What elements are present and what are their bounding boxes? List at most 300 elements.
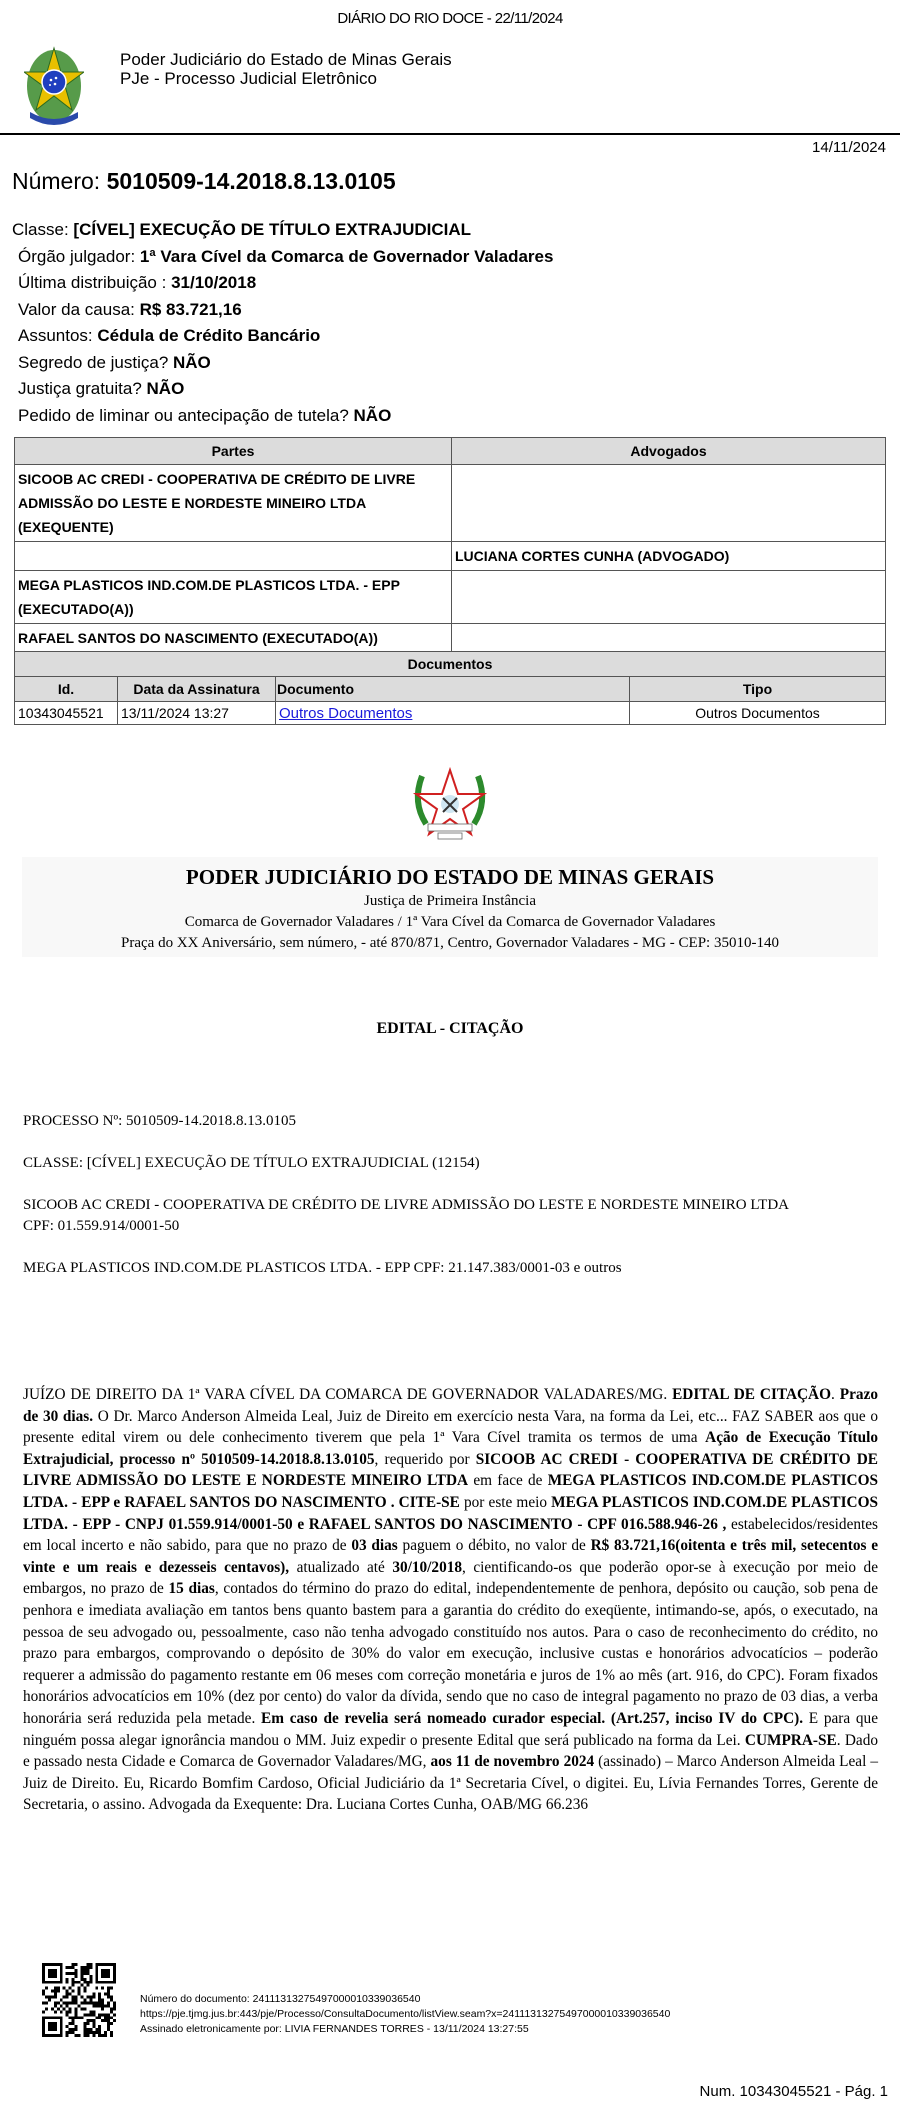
- body-bold-run: aos 11 de novembro 2024: [430, 1753, 595, 1771]
- qr-module: [89, 1966, 92, 1969]
- qr-module: [78, 2034, 81, 2037]
- signed-by: Assinado eletronicamente por: LIVIA FERNANDES TORRES - 13/11/2024 13:27:55: [140, 2023, 529, 2035]
- body-bold-run: R$ 83.721,16(oitenta e três mil, setecentos e vinte e um reais e dezesseis centavos),: [23, 1537, 878, 1576]
- qr-module: [66, 1990, 69, 1993]
- qr-module: [66, 2031, 69, 2034]
- qr-module: [101, 2019, 104, 2022]
- qr-module: [113, 2013, 116, 2016]
- body-bold-run: 03 dias: [351, 1537, 398, 1555]
- parte-cell: SICOOB AC CREDI - COOPERATIVA DE CRÉDITO DE LIVRE ADMISSÃO DO LESTE E NORDESTE MINEIRO LTDA (EXEQUENTE): [15, 465, 452, 542]
- body-text-run: em face de: [468, 1472, 548, 1490]
- document-number: Número do documento: 24111313275497000010339036540: [140, 1993, 421, 2005]
- qr-module: [57, 1990, 60, 1993]
- qr-module: [69, 2016, 72, 2019]
- document-link[interactable]: Outros Documentos: [279, 704, 413, 722]
- qr-module: [89, 1975, 92, 1978]
- exequente-cpf: CPF: 01.559.914/0001-50: [23, 1218, 180, 1234]
- qr-module: [107, 1990, 110, 1993]
- qr-module: [113, 2007, 116, 2010]
- qr-module: [72, 1996, 75, 1999]
- qr-module: [66, 2010, 69, 2013]
- edital-processo: PROCESSO Nº: 5010509-14.2018.8.13.0105: [23, 1113, 297, 1129]
- table-row: [15, 542, 886, 571]
- qr-module: [45, 1987, 48, 1990]
- qr-module: [54, 2004, 57, 2007]
- qr-module: [98, 2028, 101, 2031]
- qr-module: [66, 2001, 69, 2004]
- qr-module: [63, 2001, 66, 2004]
- brazil-coat-of-arms-icon: [24, 42, 84, 130]
- process-number-label: Número:: [12, 168, 107, 194]
- qr-module: [60, 2004, 63, 2007]
- qr-module: [75, 2010, 78, 2013]
- qr-module: [83, 2031, 86, 2034]
- qr-module: [104, 2016, 107, 2019]
- qr-module: [75, 1972, 78, 1975]
- qr-module: [83, 1999, 86, 2002]
- qr-module: [83, 2022, 86, 2025]
- qr-module: [104, 1993, 107, 1996]
- qr-module: [75, 2001, 78, 2004]
- body-bold-run: Ação de Execução Título Extrajudicial, processo nº 5010509-14.2018.8.13.0105: [23, 1429, 878, 1468]
- qr-module: [72, 1963, 75, 1966]
- qr-module: [110, 1996, 113, 1999]
- table-row: [15, 465, 886, 542]
- qr-module: [66, 1993, 69, 1996]
- qr-module: [54, 1987, 57, 1990]
- qr-module: [75, 1975, 78, 1978]
- qr-module: [107, 1996, 110, 1999]
- body-bold-run: MEGA PLASTICOS IND.COM.DE PLASTICOS LTDA. - EPP e RAFAEL SANTOS DO NASCIMENTO . CITE-SE: [23, 1472, 878, 1511]
- qr-module: [92, 2013, 95, 2016]
- qr-module: [92, 1996, 95, 1999]
- partes-table: [14, 437, 886, 653]
- qr-module: [86, 2028, 89, 2031]
- edital-title: EDITAL - CITAÇÃO: [376, 1020, 524, 1037]
- qr-module: [45, 2001, 48, 2004]
- qr-module: [80, 2001, 83, 2004]
- qr-module: [66, 1972, 69, 1975]
- qr-module: [98, 2004, 101, 2007]
- column-header-partes: Partes: [15, 438, 452, 465]
- qr-module: [98, 1999, 101, 2002]
- table-row: [15, 624, 886, 653]
- qr-module: [80, 1978, 83, 1981]
- qr-module: [89, 2019, 92, 2022]
- qr-module: [101, 2007, 104, 2010]
- body-text-run: JUÍZO DE DIREITO DA 1ª VARA CÍVEL DA COMARCA DE GOVERNADOR VALADARES/MG.: [23, 1386, 673, 1403]
- meta-assuntos: Assuntos: Cédula de Crédito Bancário: [18, 326, 321, 345]
- qr-module: [75, 1996, 78, 1999]
- parte-cell: MEGA PLASTICOS IND.COM.DE PLASTICOS LTDA. - EPP (EXECUTADO(A)): [15, 571, 452, 624]
- body-text-run: estabelecidos/residentes em local incerto e não sabido, para que no prazo de: [23, 1515, 878, 1555]
- qr-module: [86, 1966, 89, 1969]
- qr-module: [92, 2022, 95, 2025]
- qr-module: [69, 1987, 72, 1990]
- qr-module: [72, 2028, 75, 2031]
- qr-module: [104, 2031, 107, 2034]
- qr-module: [101, 1987, 104, 1990]
- qr-module: [66, 2004, 69, 2007]
- qr-module: [57, 1987, 60, 1990]
- qr-module: [75, 2025, 78, 2028]
- qr-module: [98, 2001, 101, 2004]
- meta-orgao: Órgão julgador: 1ª Vara Cível da Comarca de Governador Valadares: [18, 246, 554, 266]
- qr-module: [107, 2016, 110, 2019]
- qr-module: [104, 2004, 107, 2007]
- table-row: [15, 702, 886, 725]
- process-number-value: 5010509-14.2018.8.13.0105: [106, 168, 396, 194]
- meta-liminar: Pedido de liminar ou antecipação de tutela? NÃO: [18, 405, 392, 425]
- meta-gratuita: Justiça gratuita? NÃO: [18, 379, 185, 398]
- process-metadata: [12, 217, 553, 429]
- qr-module: [101, 1999, 104, 2002]
- qr-module: [80, 2007, 83, 2010]
- qr-module: [98, 2034, 101, 2037]
- qr-module: [72, 1978, 75, 1981]
- qr-module: [75, 1981, 78, 1984]
- print-date: 14/11/2024: [812, 139, 886, 156]
- qr-module: [42, 2010, 45, 2013]
- qr-module: [92, 2004, 95, 2007]
- doc-tipo: Outros Documentos: [630, 702, 886, 725]
- qr-module: [92, 2019, 95, 2022]
- qr-module: [78, 1990, 81, 1993]
- advogado-cell: [452, 624, 886, 653]
- qr-module: [101, 1969, 110, 1978]
- qr-module: [95, 1987, 98, 1990]
- qr-module: [80, 1996, 83, 1999]
- qr-module: [69, 2001, 72, 2004]
- qr-module: [72, 1984, 75, 1987]
- process-number: [12, 168, 396, 195]
- qr-module: [75, 2016, 78, 2019]
- qr-module: [83, 1990, 86, 1993]
- qr-module: [86, 2034, 89, 2037]
- qr-module: [66, 2013, 69, 2016]
- body-bold-run: Prazo de 30 dias.: [23, 1386, 879, 1425]
- body-text-run: , cientificando-os que poderão opor-se à execução por meio de embargos, no prazo de: [23, 1558, 878, 1598]
- column-header-id: Id.: [15, 677, 118, 702]
- qr-module: [60, 2010, 63, 2013]
- qr-module: [80, 1972, 83, 1975]
- qr-module: [83, 1987, 86, 1990]
- qr-module: [101, 2013, 104, 2016]
- qr-module: [101, 2001, 104, 2004]
- qr-module: [75, 2034, 78, 2037]
- qr-module: [95, 2016, 98, 2019]
- body-bold-run: 30/10/2018: [392, 1558, 463, 1576]
- column-header-advogados: Advogados: [452, 438, 886, 465]
- body-text-run: . Dado e passado nesta Cidade e Comarca de Governador Valadares/MG,: [23, 1731, 878, 1771]
- meta-valor: Valor da causa: R$ 83.721,16: [18, 299, 242, 319]
- qr-module: [113, 2019, 116, 2022]
- advogado-cell: [452, 465, 886, 542]
- qr-module: [83, 2028, 86, 2031]
- qr-module: [110, 2016, 113, 2019]
- qr-module: [63, 1987, 66, 1990]
- qr-module: [66, 2034, 69, 2037]
- qr-module: [69, 1972, 72, 1975]
- qr-module: [78, 2004, 81, 2007]
- qr-module: [63, 2007, 66, 2010]
- qr-module: [80, 1984, 83, 1987]
- qr-module: [89, 2001, 92, 2004]
- qr-module: [75, 2013, 78, 2016]
- qr-module: [110, 2031, 113, 2034]
- qr-module: [72, 2016, 75, 2019]
- qr-module: [42, 1993, 45, 1996]
- qr-module: [104, 2019, 107, 2022]
- qr-module: [101, 2004, 104, 2007]
- qr-module: [51, 1996, 54, 1999]
- qr-module: [69, 1966, 72, 1969]
- qr-module: [86, 1981, 89, 1984]
- qr-module: [80, 1966, 83, 1969]
- qr-module: [69, 2022, 72, 2025]
- qr-module: [54, 1996, 57, 1999]
- qr-module: [80, 2016, 83, 2019]
- qr-module: [95, 2001, 98, 2004]
- qr-module: [83, 2034, 86, 2037]
- qr-module: [86, 2022, 89, 2025]
- qr-module: [92, 2025, 95, 2028]
- qr-module: [89, 2028, 92, 2031]
- qr-module: [110, 2007, 113, 2010]
- qr-module: [92, 2010, 95, 2013]
- qr-module: [78, 1987, 81, 1990]
- qr-module: [83, 1981, 86, 1984]
- qr-module: [54, 2010, 57, 2013]
- qr-module: [72, 1981, 75, 1984]
- qr-module: [86, 1996, 89, 1999]
- qr-module: [75, 1969, 78, 1972]
- qr-module: [92, 1993, 95, 1996]
- qr-module: [45, 1996, 48, 1999]
- qr-module: [83, 2001, 86, 2004]
- qr-module: [42, 2001, 45, 2004]
- qr-module: [48, 1999, 51, 2002]
- table-row: [15, 571, 886, 624]
- qr-module: [57, 2001, 60, 2004]
- header-divider: [0, 133, 900, 135]
- qr-module: [72, 1999, 75, 2002]
- qr-module: [107, 2013, 110, 2016]
- system-name: PJe - Processo Judicial Eletrônico: [120, 69, 378, 88]
- advogado-cell: [452, 571, 886, 624]
- qr-module: [83, 2007, 86, 2010]
- body-bold-run: Em caso de revelia será nomeado curador especial. (Art.257, inciso IV do CPC).: [261, 1709, 804, 1727]
- qr-module: [80, 1969, 83, 1972]
- qr-module: [86, 1984, 89, 1987]
- qr-module: [57, 2007, 60, 2010]
- qr-module: [51, 2007, 54, 2010]
- qr-module: [107, 2019, 110, 2022]
- qr-module: [104, 2034, 107, 2037]
- body-bold-run: EDITAL DE CITAÇÃO: [672, 1386, 832, 1403]
- qr-module: [69, 2031, 72, 2034]
- qr-module: [69, 2010, 72, 2013]
- qr-module: [72, 2019, 75, 2022]
- qr-module: [107, 1987, 110, 1990]
- meta-distribuicao: Última distribuição : 31/10/2018: [18, 273, 257, 292]
- qr-module: [72, 1990, 75, 1993]
- qr-module: [95, 2004, 98, 2007]
- body-text-run: O Dr. Marco Anderson Almeida Leal, Juiz de Direito em exercício nesta Vara, na forma da Lei, etc... FAZ SABER aos que o presente edital virem ou dele conhecimento tiverem que pela 1ª Vara Cível tramita os termos de uma: [23, 1407, 878, 1447]
- qr-module: [107, 2022, 110, 2025]
- body-text-run: (assinado) – Marco Anderson Almeida Leal – Juiz de Direito. Eu, Ricardo Bomfim Cardoso, Oficial Judiciário da 1ª Secretaria Cível, o digitei. Eu, Lívia Fernandes Torres, Gerente de Secretaria, o assino. Advogada da Exequente: Dra. Luciana Cortes Cunha, OAB/MG 66.236: [23, 1753, 878, 1814]
- qr-module: [86, 2001, 89, 2004]
- qr-module: [86, 2031, 89, 2034]
- qr-module: [69, 2007, 72, 2010]
- qr-module: [92, 2001, 95, 2004]
- qr-module: [113, 2004, 116, 2007]
- qr-module: [54, 1990, 57, 1993]
- qr-module: [107, 2001, 110, 2004]
- qr-module: [89, 2031, 92, 2034]
- edital-classe: CLASSE: [CÍVEL] EXECUÇÃO DE TÍTULO EXTRAJUDICIAL (12154): [23, 1155, 480, 1171]
- qr-module: [89, 2013, 92, 2016]
- qr-module: [113, 2001, 116, 2004]
- page-number: Num. 10343045521 - Pág. 1: [699, 2083, 888, 2100]
- body-bold-run: MEGA PLASTICOS IND.COM.DE PLASTICOS LTDA. - EPP - CNPJ 01.559.914/0001-50 e RAFAEL SANTOS DO NASCIMENTO - CPF 016.588.946-26 ,: [23, 1493, 878, 1533]
- org-name: Poder Judiciário do Estado de Minas Gerais: [120, 50, 452, 69]
- qr-module: [110, 2010, 113, 2013]
- doc-id: 10343045521: [15, 702, 118, 725]
- doc-date: 13/11/2024 13:27: [118, 702, 276, 725]
- qr-module: [95, 2031, 98, 2034]
- qr-module: [66, 1981, 69, 1984]
- body-text-run: por este meio: [459, 1493, 552, 1511]
- document-url[interactable]: https://pje.tjmg.jus.br:443/pje/Processo/ConsultaDocumento/listView.seam?x=24111313275497000010339036540: [140, 2008, 671, 2020]
- body-text-run: , contados do término do prazo do edital, independentemente de penhora, depósito ou caução, sob pena de penhora e imediata avaliação em tantos bens quanto bastem para a garantia do crédito do exeqüente, intimando-se, após, o executado, na pessoa de seu advogado ou, pessoalmente, caso não tenha advogado constituído nos autos. Para o caso de reconhecimento do crédito, no prazo para embargos, comprovando o depósito de 30% do valor em execução, inclusive custas e honorários advocatícios – poderão requerer a admissão do pagamento restante em 06 meses com correção monetária e juros de 1% ao mês (art. 916, do CPC). Foram fixados honorários advocatícios em 10% (dez por cento) do valor da dívida, sendo que no caso de integral pagamento no prazo de 03 dias, a verba honorária será reduzida pela metade.: [23, 1580, 878, 1727]
- parte-cell: [15, 542, 452, 571]
- qr-module: [107, 1993, 110, 1996]
- parte-cell: RAFAEL SANTOS DO NASCIMENTO (EXECUTADO(A)): [15, 624, 452, 653]
- qr-module: [83, 1972, 86, 1975]
- column-header-tipo: Tipo: [630, 677, 886, 702]
- qr-module: [92, 2034, 95, 2037]
- qr-module: [110, 2034, 113, 2037]
- qr-module: [83, 1978, 86, 1981]
- qr-module: [83, 1966, 86, 1969]
- qr-module: [98, 2025, 101, 2028]
- qr-module: [80, 1975, 83, 1978]
- qr-module: [104, 2013, 107, 2016]
- qr-module: [66, 1966, 69, 1969]
- qr-module: [83, 2025, 86, 2028]
- qr-module: [110, 2022, 113, 2025]
- exequente-name: SICOOB AC CREDI - COOPERATIVA DE CRÉDITO DE LIVRE ADMISSÃO DO LESTE E NORDESTE MINEIRO LTDA: [23, 1197, 789, 1213]
- edital-executado: MEGA PLASTICOS IND.COM.DE PLASTICOS LTDA. - EPP CPF: 21.147.383/0001-03 e outros: [23, 1260, 622, 1276]
- qr-module: [86, 2019, 89, 2022]
- qr-module: [107, 2028, 110, 2031]
- qr-module: [69, 1993, 72, 1996]
- body-bold-run: 15 dias: [168, 1580, 215, 1598]
- qr-module: [72, 2031, 75, 2034]
- body-text-run: E para que ninguém possa alegar ignorância mandou o MM. Juiz expedir o presente Edital que será publicado na forma da Lei.: [23, 1709, 878, 1749]
- qr-module: [92, 2031, 95, 2034]
- edital-body: [23, 1384, 878, 1816]
- qr-module: [78, 1981, 81, 1984]
- qr-module: [107, 2004, 110, 2007]
- qr-module: [75, 2007, 78, 2010]
- qr-module: [89, 1981, 92, 1984]
- edital-exequente: [23, 1195, 789, 1237]
- qr-module: [89, 2010, 92, 2013]
- qr-module: [66, 1996, 69, 1999]
- body-bold-run: SICOOB AC CREDI - COOPERATIVA DE CRÉDITO DE LIVRE ADMISSÃO DO LESTE E NORDESTE MINEIRO LTDA: [23, 1450, 878, 1490]
- qr-module: [66, 1978, 69, 1981]
- qr-module: [89, 1963, 92, 1966]
- qr-module: [66, 2025, 69, 2028]
- qr-module: [54, 1993, 57, 1996]
- qr-module: [72, 1972, 75, 1975]
- court-title: PODER JUDICIÁRIO DO ESTADO DE MINAS GERAIS: [185, 865, 715, 889]
- qr-module: [75, 1999, 78, 2002]
- qr-module: [72, 2022, 75, 2025]
- qr-module: [98, 2031, 101, 2034]
- qr-module: [63, 1996, 66, 1999]
- qr-module: [107, 2025, 110, 2028]
- signature-block: [140, 1992, 670, 2037]
- qr-module: [86, 1972, 89, 1975]
- qr-module: [60, 1999, 63, 2002]
- qr-module: [48, 1996, 51, 1999]
- court-comarca: Comarca de Governador Valadares / 1ª Vara Cível da Comarca de Governador Valadares: [184, 914, 716, 930]
- qr-module: [48, 1969, 57, 1978]
- qr-module: [89, 1996, 92, 1999]
- body-text-run: , requerido por: [374, 1450, 476, 1468]
- column-header-documento: Documento: [276, 677, 630, 702]
- qr-module: [72, 1966, 75, 1969]
- body-bold-run: CUMPRA-SE: [744, 1731, 837, 1749]
- qr-module: [78, 1993, 81, 1996]
- qr-module: [42, 1990, 45, 1993]
- qr-module: [75, 2028, 78, 2031]
- qr-module: [89, 1999, 92, 2002]
- qr-module: [98, 2016, 101, 2019]
- minas-gerais-coat-of-arms-icon: [408, 764, 492, 842]
- column-header-data: Data da Assinatura: [118, 677, 276, 702]
- qr-module: [54, 2001, 57, 2004]
- court-instance: Justiça de Primeira Instância: [363, 893, 537, 909]
- advogado-cell: LUCIANA CORTES CUNHA (ADVOGADO): [452, 542, 886, 571]
- qr-code-icon[interactable]: [42, 1963, 116, 2037]
- diario-title: DIÁRIO DO RIO DOCE - 22/11/2024: [337, 10, 563, 27]
- meta-segredo: Segredo de justiça? NÃO: [18, 352, 211, 372]
- qr-module: [110, 1999, 113, 2002]
- qr-module: [86, 2013, 89, 2016]
- qr-module: [110, 1987, 113, 1990]
- qr-module: [78, 2016, 81, 2019]
- qr-module: [98, 1996, 101, 1999]
- qr-module: [95, 2028, 98, 2031]
- qr-module: [69, 2028, 72, 2031]
- documentos-title: Documentos: [15, 652, 886, 677]
- qr-module: [98, 1993, 101, 1996]
- body-text-run: paguem o débito, no valor de: [397, 1537, 591, 1555]
- body-text-run: .: [831, 1386, 840, 1403]
- body-text-run: atualizado até: [289, 1558, 393, 1576]
- qr-module: [45, 2007, 48, 2010]
- qr-module: [48, 2022, 57, 2031]
- documentos-table: [14, 651, 886, 725]
- qr-module: [86, 1963, 89, 1966]
- qr-module: [101, 2034, 104, 2037]
- qr-module: [72, 2001, 75, 2004]
- qr-module: [98, 2013, 101, 2016]
